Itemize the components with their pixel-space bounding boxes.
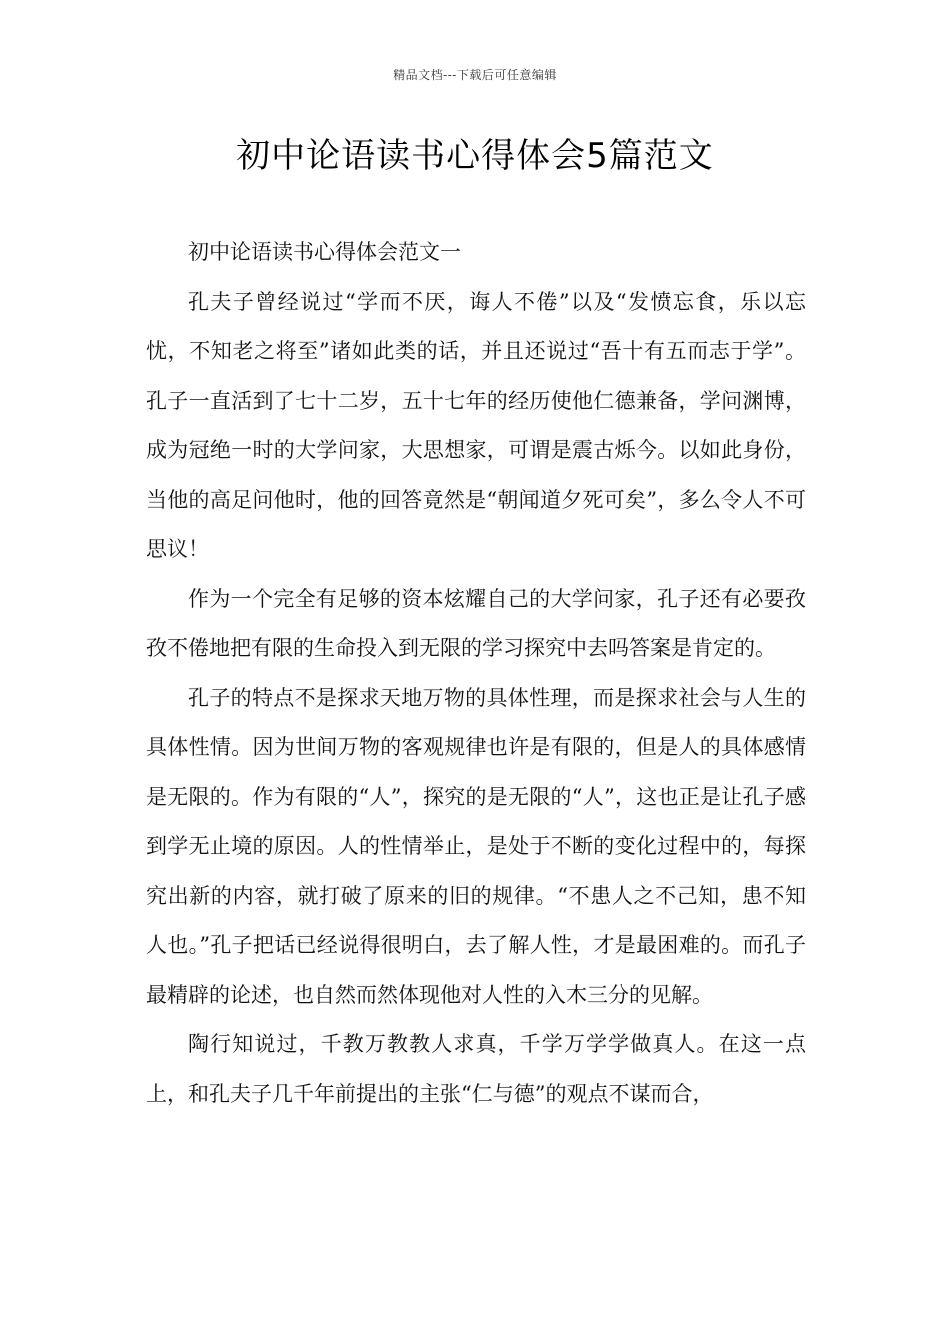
paragraph-1: 孔夫子曾经说过“学而不厌，诲人不倦”以及“发愤忘食，乐以忘忧，不知老之将至”诸如此类的话，并且还说过“吾十有五而志于学”。孔子一直活到了七十二岁，五十七年的经历使他仁德兼备，学问渊博，成为冠绝一时的大学问家，大思想家，可谓是震古烁今。以如此身份，当他的高足问他时，他的回答竟然是“朝闻道夕死可矣”，多么令人不可思议！ [146,289,806,561]
document-body [146,228,806,1119]
document-title: 初中论语读书心得体会5篇范文 [236,136,714,176]
paragraph-4: 陶行知说过，千教万教教人求真，千学万学学做真人。在这一点上，和孔夫子几千年前提出的主张“仁与德”的观点不谋而合， [146,1032,806,1106]
section-heading: 初中论语读书心得体会范文一 [188,240,461,264]
header-note: 精品文档---下载后可任意编辑 [393,68,557,82]
paragraph-3: 孔子的特点不是探求天地万物的具体性理，而是探求社会与人生的具体性情。因为世间万物的客观规律也许是有限的，但是人的具体感情是无限的。作为有限的“人”，探究的是无限的“人”，这也正是让孔子感到学无止境的原因。人的性情举止，是处于不断的变化过程中的，每探究出新的内容，就打破了原来的旧的规律。“不患人之不己知，患不知人也。”孔子把话已经说得很明白，去了解人性，才是最困难的。而孔子最精辟的论述，也自然而然体现他对人性的入木三分的见解。 [146,685,806,1007]
paragraph-2: 作为一个完全有足够的资本炫耀自己的大学问家，孔子还有必要孜孜不倦地把有限的生命投入到无限的学习探究中去吗答案是肯定的。 [146,586,806,660]
